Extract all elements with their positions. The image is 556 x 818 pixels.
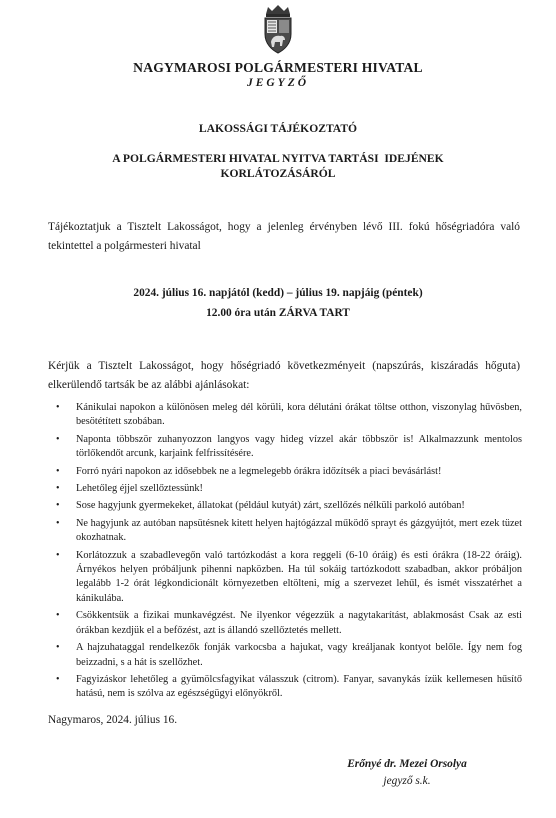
- notice-type: LAKOSSÁGI TÁJÉKOZTATÓ: [198, 122, 358, 135]
- bullet-icon: •: [56, 483, 60, 495]
- list-item: [48, 641, 522, 670]
- list-item-text: Korlátozzuk a szabadlevegőn való tartózkodást a kora reggeli (6-10 óráig) és esti órákra (18-22 óráig). Árnyékos helyen próbáljunk pihenni napközben. Ha túl sokáig tartózkodott szabadban, akkor próbáljon legalább 1-2 órát légkondicionált környezetben eltölteni, míg a szervezet lehűl, és ismét visszatérhet a kánikulába.: [76, 549, 522, 604]
- list-item: [48, 549, 522, 607]
- bullet-icon: •: [56, 517, 60, 529]
- bullet-icon: •: [56, 433, 60, 445]
- bullet-icon: •: [56, 673, 60, 685]
- list-item: [48, 482, 522, 496]
- bullet-icon: •: [56, 549, 60, 561]
- bullet-icon: •: [56, 465, 60, 477]
- place-and-date: Nagymaros, 2024. július 16.: [48, 714, 178, 726]
- list-item-text: A hajzuhataggal rendelkezők fonják varkocsba a hajukat, vagy kreáljanak kontyot belőle. Így nem fog beizzadni, s a hát is szellőzhet.: [76, 642, 522, 668]
- intro-paragraph: Tájékoztatjuk a Tisztelt Lakosságot, hogy a jelenleg érvényben lévő III. fokú hőségriadóra való tekintettel a polgármesteri hivatal: [48, 221, 520, 252]
- recommendation-list: [48, 401, 522, 705]
- list-item: [48, 401, 522, 430]
- closure-date-range: 2024. július 16. napjától (kedd) – július 19. napjáig (péntek): [133, 287, 423, 299]
- list-item-text: Fagyizáskor lehetőleg a gyümölcsfagyikat válasszuk (citrom). Fanyar, savanykás ízük kellemesen hűsítő hatású, nem is szólva az egészségügyi előnyökről.: [76, 673, 522, 700]
- list-item-text: Sose hagyjunk gyermekeket, állatokat (például kutyát) zárt, szellőzés nélküli parkoló autóban!: [76, 500, 465, 512]
- list-item-text: Kánikulai napokon a különösen meleg dél körüli, kora délutáni órákat töltse otthon, viszonylag hűvösben, besötétített szobában.: [76, 402, 522, 428]
- list-item-text: Lehetőleg éjjel szellőztessünk!: [76, 483, 203, 495]
- list-item-text: Naponta többször zuhanyozzon langyos vagy hideg vízzel akár többször is! Alkalmazzunk mentolos törlőkendőt arcunk, karjaink felfrissítésére.: [76, 433, 522, 460]
- bullet-icon: •: [56, 642, 60, 654]
- document-title-line1: A POLGÁRMESTERI HIVATAL NYITVA TARTÁSI IDEJÉNEK: [112, 152, 444, 165]
- signatory-name: Erőnyé dr. Mezei Orsolya: [347, 758, 467, 770]
- bullet-icon: •: [56, 610, 60, 622]
- list-item: [48, 465, 522, 479]
- bullet-icon: •: [56, 402, 60, 413]
- signatory-role: jegyző s.k.: [383, 775, 431, 787]
- office-name: NAGYMAROSI POLGÁRMESTERI HIVATAL: [133, 60, 423, 75]
- document-title-line2: KORLÁTOZÁSÁRÓL: [220, 167, 336, 180]
- list-item: [48, 609, 522, 638]
- bullet-icon: •: [56, 500, 60, 512]
- list-item-text: Forró nyári napokon az idősebbek ne a legmelegebb órákra időzítsék a piaci bevásárlást!: [76, 465, 442, 477]
- list-item: [48, 499, 522, 513]
- list-item-text: Ne hagyjunk az autóban napsütésnek kitett helyen hajtógázzal működő sprayt és gázgyújtót, mert ezek tüzet okozhatnak.: [76, 517, 522, 544]
- coat-of-arms-icon: [258, 4, 298, 54]
- list-item-text: Csökkentsük a fizikai munkavégzést. Ne ilyenkor végezzük a nagytakarítást, ablakmosást Csak az esti órákban kezdjük el a befőzést, azt is állandó szellőztetés mellett.: [76, 610, 522, 636]
- list-item: [48, 433, 522, 462]
- list-item: [48, 673, 522, 702]
- list-item: [48, 517, 522, 546]
- request-paragraph: Kérjük a Tisztelt Lakosságot, hogy hőségriadó következményeit (napszúrás, kiszáradás hőguta) elkerülendő tartsák be az alábbi ajánlásokat:: [48, 360, 520, 391]
- notary-heading: JEGYZŐ: [246, 77, 310, 89]
- closed-notice: 12.00 óra után ZÁRVA TART: [206, 307, 350, 319]
